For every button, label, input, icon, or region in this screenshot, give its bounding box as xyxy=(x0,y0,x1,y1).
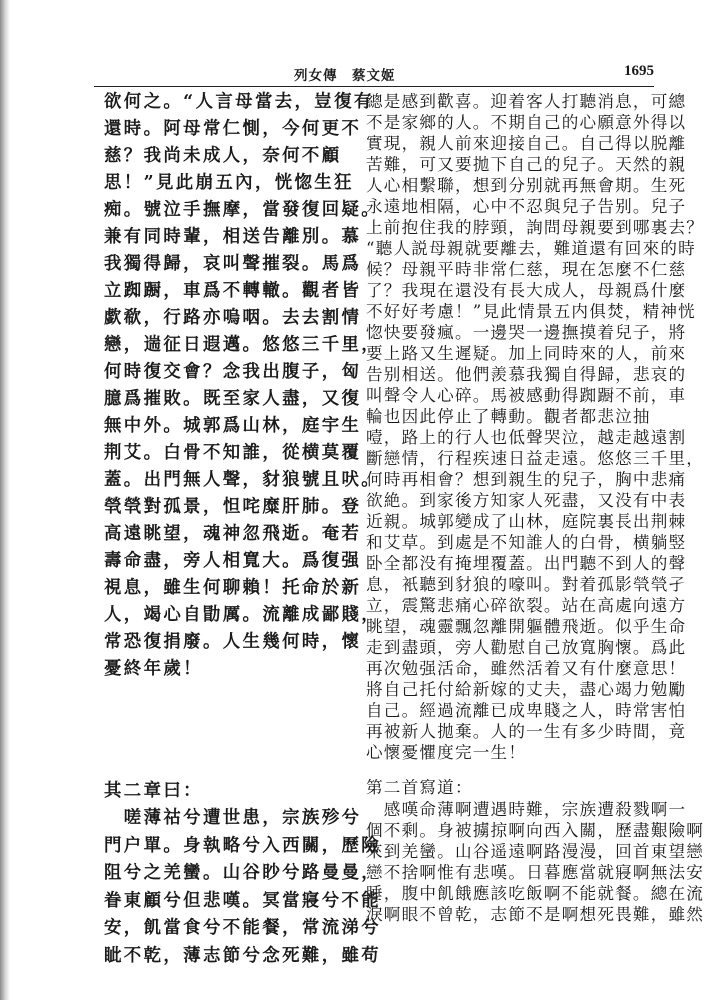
translation-line: 將自己托付給新嫁的丈夫，盡心竭力勉勵 xyxy=(366,680,687,699)
poem-line: 兼有同時輩，相送告離別。慕 xyxy=(104,227,362,247)
poem-line: 思！”見此崩五內，恍惚生狂 xyxy=(104,173,354,193)
poem-line: 常恐復捐廢。人生幾何時，懷 xyxy=(104,632,362,652)
translation-line: 何時再相會？想到親生的兒子，胸中悲痛 xyxy=(366,470,687,489)
poem-line: 憂終年歲！ xyxy=(104,659,203,679)
poem-line: 人，竭心自勖厲。流離成鄙賤， xyxy=(104,605,382,625)
translation-line: 眺望，魂靈飄忽離開軀體飛逝。似乎生命 xyxy=(366,617,687,636)
translation-line: 了？我現在還没有長大成人，母親爲什麼 xyxy=(366,281,687,300)
poem-line: 視息，雖生何聊賴！托命於新 xyxy=(104,578,362,598)
translation-line: 輪也因此停止了轉動。觀者都悲泣抽 xyxy=(366,407,651,426)
translation-line: 實現，親人前來迎接自己。自己得以脱離 xyxy=(366,134,687,153)
section-heading: 其二章曰： xyxy=(104,781,203,801)
translation-line: 走到盡頭，旁人勸慰自己放寬胸懷。爲此 xyxy=(366,638,687,657)
poem-line: 何時復交會？念我出腹子，匈 xyxy=(104,362,362,382)
poem-line: 嗟薄祜兮遭世患，宗族殄兮 xyxy=(104,808,362,828)
poem-line: 高遠眺望，魂神忽飛逝。奄若 xyxy=(104,524,362,544)
translation-line: 立，震驚悲痛心碎欲裂。站在高處向遠方 xyxy=(366,596,687,615)
translation-line: 來到羌蠻。山谷遥遠啊路漫漫，回首東望戀 xyxy=(366,842,705,861)
translation-line: 再被新人拋棄。人的一生有多少時間，竟 xyxy=(366,722,687,741)
poem-line: 壽命盡，旁人相寬大。爲復强 xyxy=(104,551,362,571)
translation-line: 個不剩。身被擄掠啊向西入關，歷盡艱險啊 xyxy=(366,821,705,840)
page-number: 1695 xyxy=(624,63,654,79)
translation-line: 戀不捨啊惟有悲嘆。日暮應當就寢啊無法安 xyxy=(366,863,705,882)
poem-line: 欲何之。“人言母當去，豈復有 xyxy=(104,92,374,112)
translation-line: 要上路又生遲疑。加上同時來的人，前來 xyxy=(366,344,687,363)
translation-line: 心懷憂懼度完一生！ xyxy=(366,743,527,762)
poem-line: 無中外。城郭爲山林，庭宇生 xyxy=(104,416,362,436)
translation-line: 感嘆命薄啊遭遇時難，宗族遭殺戮啊一 xyxy=(366,800,687,819)
translation-line: 候？母親平時非常仁慈，現在怎麼不仁慈 xyxy=(366,260,687,279)
running-header xyxy=(94,52,654,87)
translation-line: 噎，路上的行人也低聲哭泣，越走越遠割 xyxy=(366,428,687,447)
translation-line: 和艾草。到處是不知誰人的白骨，横躺竪 xyxy=(366,533,687,552)
translation-line: 欲絶。到家後方知家人死盡，又没有中表 xyxy=(366,491,687,510)
poem-line: 還時。阿母常仁惻，今何更不 xyxy=(104,119,362,139)
translation-line: 息，衹聽到豺狼的嚎叫。對着孤影煢煢孑 xyxy=(366,575,687,594)
running-title: 列女傳 蔡文姬 xyxy=(294,68,396,84)
poem-line: 荆艾。白骨不知誰，從横莫覆 xyxy=(104,443,362,463)
translation-line: 惚快要發瘋。一邊哭一邊撫摸着兒子，將 xyxy=(366,323,687,342)
translation-line: 上前抱住我的脖頸，詢問母親要到哪裏去？ xyxy=(366,218,705,237)
poem-line: 煢煢對孤景，怛咤糜肝肺。登 xyxy=(104,497,362,517)
poem-line: 眦不乾，薄志節兮念死難，雖苟 xyxy=(104,945,382,966)
translation-line: 叫聲令人心碎。馬被感動得踟蹰不前，車 xyxy=(366,386,687,405)
poem-line: 慈？我尚未成人，奈何不顧 xyxy=(104,146,342,166)
poem-line: 痴。號泣手撫摩，當發復回疑。 xyxy=(104,200,382,220)
poem-line: 門户單。身執略兮入西關，歷險 xyxy=(104,835,382,856)
translation-line: 苦難，可又要拋下自己的兒子。天然的親 xyxy=(366,155,687,174)
translation-line: 不好好考慮！”見此情景五内俱焚，精神恍 xyxy=(366,302,696,321)
translation-line: 不是家鄉的人。不期自己的心願意外得以 xyxy=(366,113,687,132)
poem-line: 戀，遄征日遐邁。悠悠三千里， xyxy=(104,335,382,355)
translation-line: 斷戀情，行程疾速日益走遠。悠悠三千里， xyxy=(366,449,705,468)
translation-line: 永遠地相隔，心中不忍與兒子告别。兒子 xyxy=(366,197,687,216)
poem-line: 安，飢當食兮不能餐，常流涕兮 xyxy=(104,918,382,938)
translation-line: 自己。經過流離已成卑賤之人，時常害怕 xyxy=(366,701,687,720)
translation-line: 人心相繫聯，想到分别就再無會期。生死 xyxy=(366,176,687,195)
poem-line: 臆爲摧敗。既至家人盡，又復 xyxy=(104,389,362,409)
poem-line: 蓋。出門無人聲，豺狼號且吠。 xyxy=(104,470,382,490)
translation-line: 再次勉强活命，雖然活着又有什麼意思！ xyxy=(366,659,687,678)
translation-line: 卧全都没有掩埋覆蓋。出門聽不到人的聲 xyxy=(366,554,687,573)
poem-line: 立踟蹰，車爲不轉轍。觀者皆 xyxy=(104,281,362,301)
section-heading: 第二首寫道： xyxy=(366,778,473,797)
poem-line: 眷東顧兮但悲嘆。冥當寢兮不能 xyxy=(104,890,382,911)
poem-line: 我獨得歸，哀叫聲摧裂。馬爲 xyxy=(104,254,362,274)
poem-line: 歔欷，行路亦嗚咽。去去割情 xyxy=(104,308,362,328)
translation-line: 告别相送。他們羨慕我獨自得歸，悲哀的 xyxy=(366,365,687,384)
translation-line: 近親。城郭變成了山林，庭院裏長出荆棘 xyxy=(366,512,687,531)
translation-line: “聽人説母親就要離去，難道還有回來的時 xyxy=(366,239,696,258)
translation-line: 睡，腹中飢餓應該吃飯啊不能就餐。總在流 xyxy=(366,884,705,903)
translation-line: 總是感到歡喜。迎着客人打聽消息，可總 xyxy=(366,92,687,111)
poem-line: 阻兮之羌蠻。山谷眇兮路曼曼， xyxy=(104,863,382,883)
page-scan-edge xyxy=(0,0,10,1000)
translation-line: 淚啊眼不曾乾，志節不是啊想死畏難，雖然 xyxy=(366,905,705,924)
